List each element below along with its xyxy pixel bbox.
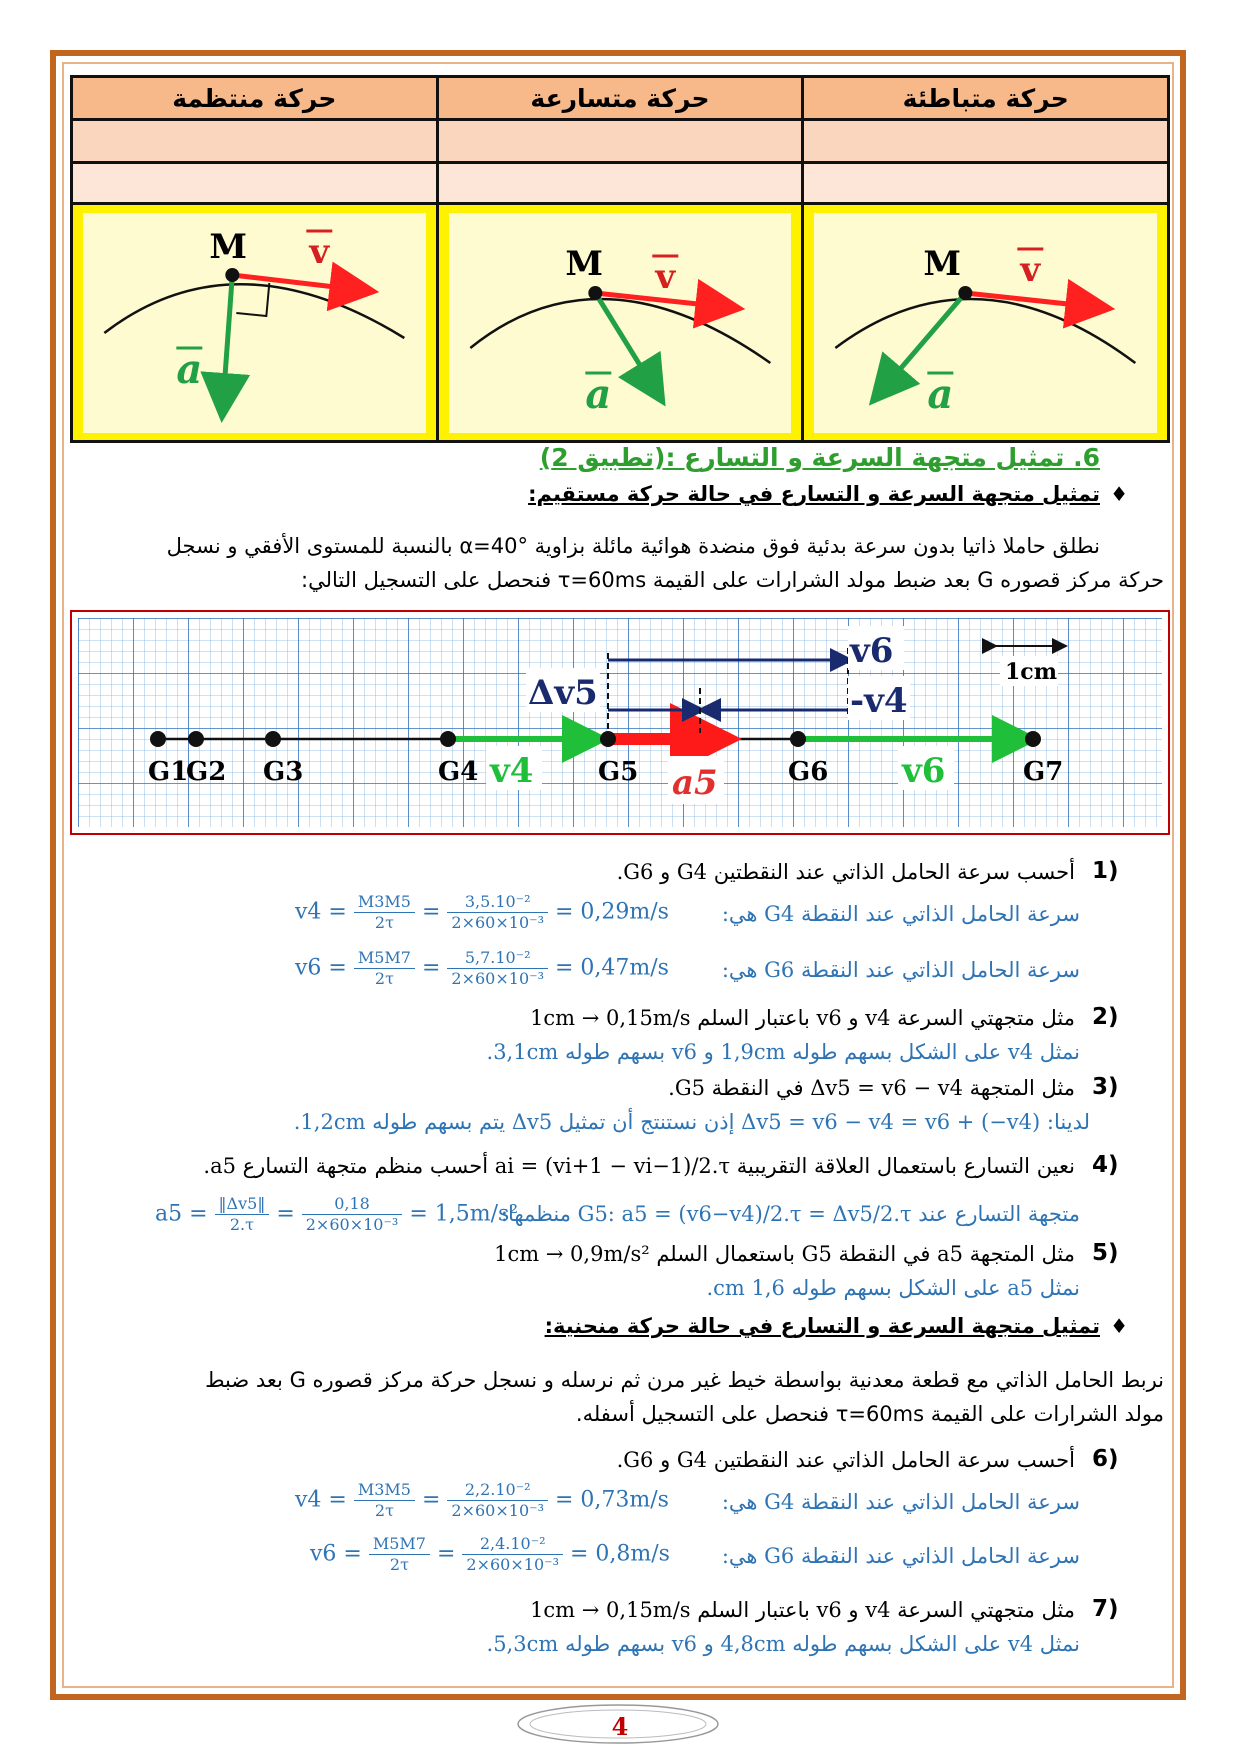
q2-text: مثل متجهتي السرعة v4 و v6 باعتبار السلم 1cm → 0,15m/s <box>530 1006 1075 1030</box>
acceleration-arrow <box>222 275 232 413</box>
q6-number: 6) <box>1092 1446 1119 1472</box>
q6-text: أحسب سرعة الحامل الذاتي عند النقطتين G4 و G6. <box>616 1448 1075 1472</box>
point-label: M <box>209 226 247 267</box>
a6b-text: سرعة الحامل الذاتي عند النقطة G6 هي: <box>721 1544 1080 1568</box>
a5-label: a5 <box>672 763 718 803</box>
recording-point <box>440 731 456 747</box>
intro2-line-1: نربط الحامل الذاتي مع قطعة معدنية بواسطة خيط غير مرن ثم نرسله و نسجل حركة مركز قصوره G بعد ضبط <box>205 1368 1164 1392</box>
header-uniform: حركة منتظمة <box>72 77 438 120</box>
a5-text: نمثل a5 على الشكل بسهم طوله 1,6 cm. <box>706 1276 1080 1300</box>
intro-line-2: حركة مركز قصوره G بعد ضبط مولد الشرارات على القيمة τ=60ms فنحصل على التسجيل التالي: <box>301 568 1164 592</box>
velocity-arrow <box>232 275 369 291</box>
v6-top-label: v6 <box>850 631 894 671</box>
intro2-line-2: مولد الشرارات على القيمة τ=60ms فنحصل على التسجيل أسفله. <box>575 1402 1164 1426</box>
a1a-text: سرعة الحامل الذاتي عند النقطة G4 هي: <box>721 902 1080 926</box>
intro-line-1: نطلق حاملا ذاتيا بدون سرعة بدئية فوق منضدة هوائية مائلة بزاوية α=40° بالنسبة للمستوى الأفقي و نسجل <box>166 534 1100 558</box>
q1-number: 1) <box>1092 858 1119 884</box>
q5-text: مثل المتجهة a5 في النقطة G5 باستعمال السلم 1cm → 0,9m/s² <box>494 1242 1075 1266</box>
velocity-label: v <box>654 256 675 297</box>
q3-text: مثل المتجهة Δv5 = v6 − v4 في النقطة G5. <box>668 1076 1075 1100</box>
figure-uniform <box>72 204 438 442</box>
a6b-formula: v6 = $\frac{M5M7}{2\tau}$ = $\frac{\text{2,4.10⁻²}}{\text{2×60×10⁻³}}$ = 0,8m/s <box>310 1534 670 1574</box>
recording-point-label: G7 <box>1023 757 1064 787</box>
delta-v5-label: Δv5 <box>528 673 598 713</box>
q4-text: نعين التسارع باستعمال العلاقة التقريبية ai = (vi+1 − vi−1)/2.τ أحسب منظم متجهة التسارع a5. <box>203 1154 1075 1178</box>
recording-point <box>188 731 204 747</box>
q5-number: 5) <box>1092 1240 1119 1266</box>
recording-point <box>600 731 616 747</box>
q1-text: أحسب سرعة الحامل الذاتي عند النقطتين G4 و G6. <box>616 860 1075 884</box>
acceleration-label: a <box>927 370 954 418</box>
acceleration-label: a <box>176 345 203 393</box>
velocity-label: v <box>309 231 330 272</box>
velocity-label: v <box>1020 249 1041 290</box>
blank-cell <box>72 163 438 204</box>
figure-decelerated <box>803 204 1169 442</box>
acceleration-label: a <box>584 370 611 418</box>
subsection-curved-title: تمثيل متجهة السرعة و التسارع في حالة حركة منحنية: <box>544 1314 1100 1338</box>
a4-text: متجهة التسارع عند G5: a5 = (v6−v4)/2.τ = Δv5/2.τ منظمها: <box>500 1202 1080 1226</box>
recording-point <box>1025 731 1041 747</box>
blank-cell <box>803 120 1169 163</box>
bullet-2: ♦ <box>1110 1314 1128 1338</box>
q3-number: 3) <box>1092 1074 1119 1100</box>
q4-number: 4) <box>1092 1152 1119 1178</box>
blank-cell <box>437 120 803 163</box>
recording-point-label: G4 <box>438 757 479 787</box>
minus-v4-label: -v4 <box>850 681 908 721</box>
a6a-text: سرعة الحامل الذاتي عند النقطة G4 هي: <box>721 1490 1080 1514</box>
motion-types-table <box>70 75 1170 443</box>
recording-point <box>790 731 806 747</box>
figure-accelerated <box>437 204 803 442</box>
section-title: 6. تمثيل متجهة السرعة و التسارع :(تطبيق 2) <box>539 443 1100 472</box>
recording-point-label: G3 <box>263 757 304 787</box>
q2-number: 2) <box>1092 1004 1119 1030</box>
point-label: M <box>564 243 603 284</box>
a2-text: نمثل v4 على الشكل بسهم طوله 1,9cm و v6 بسهم طوله 3,1cm. <box>486 1040 1080 1064</box>
a4-formula: a5 = $\frac{‖\Delta v5‖}{2.\tau}$ = $\frac{0,18}{\text{2×60×10⁻³}}$ = 1,5m/s² <box>155 1194 519 1234</box>
recording-point-label: G6 <box>788 757 829 787</box>
v6-label: v6 <box>902 751 946 791</box>
recording-point-label: G2 <box>186 757 227 787</box>
recording-point-label: G1 <box>148 757 189 787</box>
recording-point <box>150 731 166 747</box>
a6a-formula: v4 = $\frac{M3M5}{2\tau}$ = $\frac{\text{2,2.10⁻²}}{\text{2×60×10⁻³}}$ = 0,73m/s <box>295 1480 669 1520</box>
blank-cell <box>72 120 438 163</box>
a3-text: لدينا: Δv5 = v6 − v4 = v6 + (−v4) إذن نستنتج أن تمثيل Δv5 يتم بسهم طوله 1,2cm. <box>293 1110 1090 1134</box>
q7-text: مثل متجهتي السرعة v4 و v6 باعتبار السلم 1cm → 0,15m/s <box>530 1598 1075 1622</box>
a1b-text: سرعة الحامل الذاتي عند النقطة G6 هي: <box>721 958 1080 982</box>
subsection-straight-title: تمثيل متجهة السرعة و التسارع في حالة حركة مستقيم: <box>528 482 1100 506</box>
a7-text: نمثل v4 على الشكل بسهم طوله 4,8cm و v6 بسهم طوله 5,3cm. <box>486 1632 1080 1656</box>
bullet-1: ♦ <box>1110 482 1128 506</box>
a1a-formula: v4 = $\frac{M3M5}{2\tau}$ = $\frac{\text{3,5.10⁻²}}{\text{2×60×10⁻³}}$ = 0,29m/s <box>295 892 669 932</box>
recording-point <box>265 731 281 747</box>
header-decelerated: حركة متباطئة <box>803 77 1169 120</box>
blank-cell <box>437 163 803 204</box>
page-number: 4 <box>611 1712 629 1741</box>
header-accelerated: حركة متسارعة <box>437 77 803 120</box>
recording-graph <box>70 610 1170 835</box>
recording-point-label: G5 <box>598 757 639 787</box>
v4-label: v4 <box>490 751 534 791</box>
point-label: M <box>923 243 962 284</box>
scale-label: 1cm <box>1005 659 1057 685</box>
q7-number: 7) <box>1092 1596 1119 1622</box>
a1b-formula: v6 = $\frac{M5M7}{2\tau}$ = $\frac{\text{5,7.10⁻²}}{\text{2×60×10⁻³}}$ = 0,47m/s <box>295 948 669 988</box>
blank-cell <box>803 163 1169 204</box>
